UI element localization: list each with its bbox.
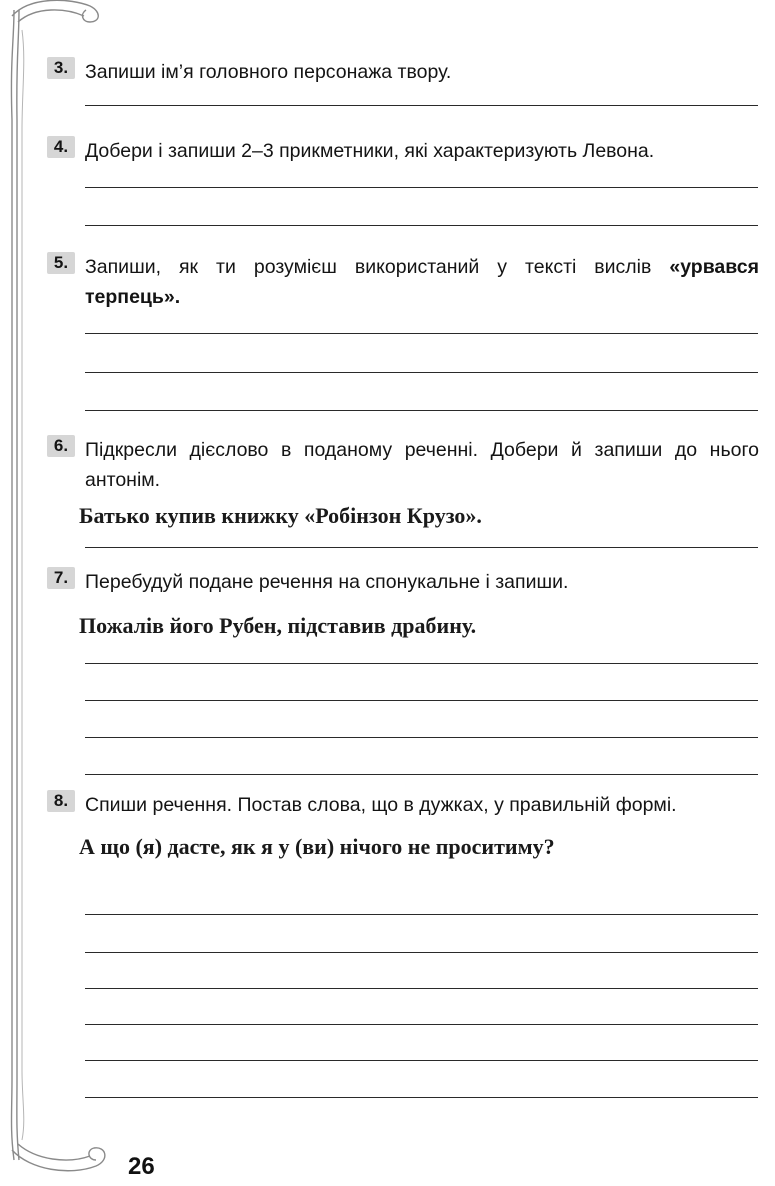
task-number-badge: 7.: [47, 567, 75, 589]
task-instruction: Запиши ім’я головного персонажа твору.: [85, 61, 452, 83]
answer-line[interactable]: [85, 105, 758, 106]
answer-line[interactable]: [85, 1097, 758, 1098]
answer-line[interactable]: [85, 547, 758, 548]
task-number-badge: 6.: [47, 435, 75, 457]
task-instruction: Добери і запиши 2–3 прикметники, які характеризують Левона.: [85, 140, 655, 162]
answer-line[interactable]: [85, 952, 758, 953]
answer-line[interactable]: [85, 663, 758, 664]
task-5: [47, 252, 759, 312]
answer-line[interactable]: [85, 737, 758, 738]
answer-line[interactable]: [85, 988, 758, 989]
task-8: [47, 790, 759, 862]
answer-line[interactable]: [85, 372, 758, 373]
answer-line[interactable]: [85, 774, 758, 775]
answer-line[interactable]: [85, 187, 758, 188]
answer-line[interactable]: [85, 410, 758, 411]
answer-line[interactable]: [85, 914, 758, 915]
task-number-badge: 4.: [47, 136, 75, 158]
task-number-badge: 5.: [47, 252, 75, 274]
instruction-text: Запиши, як ти розумієш використаний у тексті вислів: [85, 256, 652, 278]
answer-line[interactable]: [85, 1060, 758, 1061]
task-instruction: Перебудуй подане речення на спонукальне і запиши.: [85, 571, 569, 593]
task-instruction: Підкресли дієслово в поданому реченні. Добери й запиши до нього антонім.: [85, 439, 759, 491]
task-instruction: Спиши речення. Постав слова, що в дужках, у правильній формі.: [85, 794, 677, 816]
example-sentence: А що (я) дасте, як я у (ви) нічого не проситиму?: [79, 834, 555, 859]
task-number-badge: 3.: [47, 57, 75, 79]
answer-line[interactable]: [85, 333, 758, 334]
task-3: [47, 57, 759, 87]
example-sentence: Батько купив книжку «Робінзон Крузо».: [79, 503, 482, 528]
answer-line[interactable]: [85, 1024, 758, 1025]
emphasized-phrase: «урвався терпець».: [85, 256, 759, 308]
task-6: [47, 435, 759, 531]
task-number-badge: 8.: [47, 790, 75, 812]
task-4: [47, 136, 759, 166]
page-number: 26: [128, 1153, 155, 1180]
task-instruction: [85, 252, 759, 312]
example-sentence: Пожалів його Рубен, підставив драбину.: [79, 613, 477, 638]
answer-line[interactable]: [85, 700, 758, 701]
answer-line[interactable]: [85, 225, 758, 226]
task-7: [47, 567, 759, 641]
